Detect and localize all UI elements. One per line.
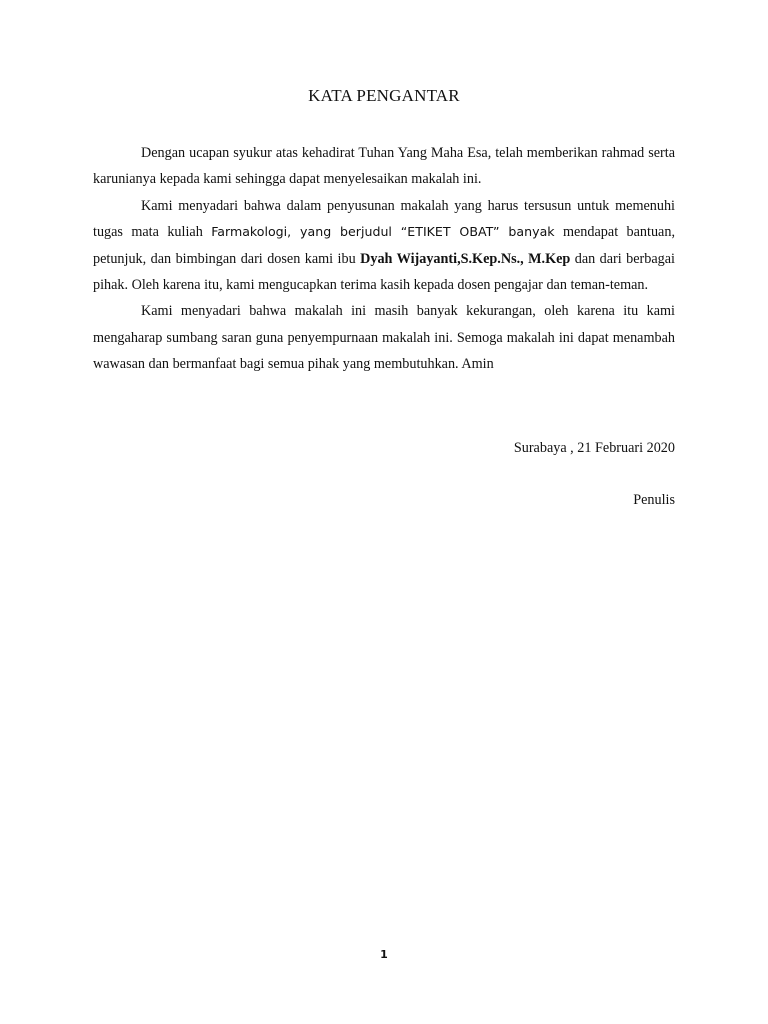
paragraph-acknowledgement-part4: dan dari berbagai pihak. Oleh karena itu, kami mengucapkan terima kasih kepada dosen pengajar dan teman-teman. (93, 250, 676, 294)
paragraph-acknowledgement (93, 193, 675, 299)
page-number: 1 (380, 948, 388, 961)
lecturer-name: Dyah Wijayanti,S.Kep.Ns., M.Kep (360, 250, 571, 267)
paragraph-closing: Kami menyadari bahwa makalah ini masih banyak kekurangan, oleh karena itu kami mengaharap sumbang saran guna penyempurnaan makalah ini. Semoga makalah ini dapat menambah wawasan dan bermanfaat bagi semua pihak yang membutuhkan. Amin (93, 303, 675, 373)
document-body (93, 140, 675, 378)
author-signature: Penulis (633, 492, 675, 508)
place-date: Surabaya , 21 Februari 2020 (513, 440, 675, 456)
paragraph-acknowledgement-part1: Kami menyadari bahwa dalam penyusunan makalah yang harus tersusun untuk memenuhi tugas mata kuliah (93, 197, 675, 241)
paragraph-intro: Dengan ucapan syukur atas kehadirat Tuhan Yang Maha Esa, telah memberikan rahmad serta karunianya kepada kami sehingga dapat menyelesaikan makalah ini. (93, 145, 675, 188)
page-title: KATA PENGANTAR (308, 86, 460, 105)
paragraph-acknowledgement-part3: mendapat bantuan, petunjuk, dan bimbingan dari dosen kami ibu (93, 224, 675, 267)
course-title-text: Farmakologi, yang berjudul “ETIKET OBAT” banyak (211, 224, 555, 240)
